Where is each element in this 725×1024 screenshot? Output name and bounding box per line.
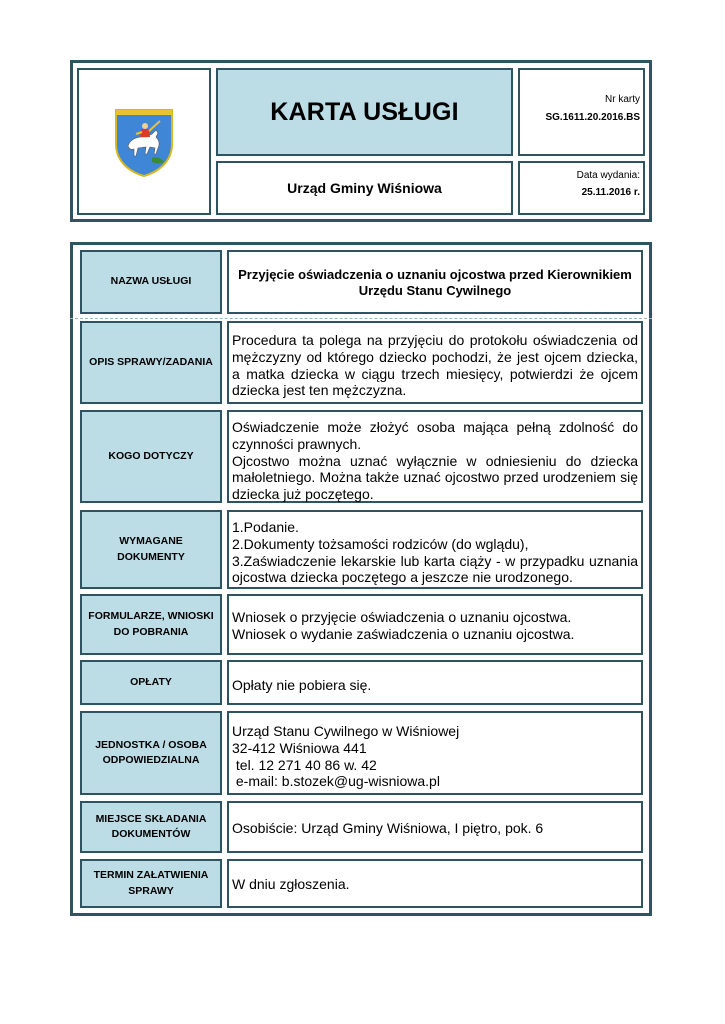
label-fees: OPŁATY	[80, 660, 222, 705]
service-name-text: Przyjęcie oświadczenia o uznaniu ojcostwa przed Kierownikiem Urzędu Stanu Cywilnego	[238, 266, 632, 298]
value-forms	[227, 594, 643, 655]
case-description-text: Procedura ta polega na przyjęciu do protokołu oświadczenia od mężczyzny od którego dziecko pochodzi, że jest ojcem dziecka, a matka dziecka w ciągu trzech miesięcy, potwierdzi że ojcem dziecka jest ten mężczyzna.	[232, 332, 638, 399]
label-submission-place: MIEJSCE SKŁADANIA DOKUMENTÓW	[80, 801, 222, 853]
unit-email: e-mail: b.stozek@ug-wisniowa.pl	[232, 773, 440, 790]
label-service-name: NAZWA USŁUGI	[80, 250, 222, 314]
processing-time-text: W dniu zgłoszenia.	[232, 876, 350, 892]
label-forms: FORMULARZE, WNIOSKI DO POBRANIA	[80, 594, 222, 655]
value-applies-to	[227, 410, 643, 503]
applies-to-line: Oświadczenie może złożyć osoba mająca pełną zdolność do czynności prawnych.	[232, 419, 638, 452]
coat-of-arms-icon	[112, 106, 176, 178]
issue-date-value: 25.11.2016 r.	[581, 187, 640, 198]
card-number-cell	[518, 68, 645, 156]
value-processing-time	[227, 859, 643, 908]
fees-text: Opłaty nie pobiera się.	[232, 677, 372, 693]
label-responsible-unit: JEDNOSTKA / OSOBA ODPOWIEDZIALNA	[80, 711, 222, 795]
unit-name: Urząd Stanu Cywilnego w Wiśniowej	[232, 723, 460, 739]
label-processing-time: TERMIN ZAŁATWIENIA SPRAWY	[80, 859, 222, 908]
office-cell	[216, 161, 513, 215]
label-applies-to: KOGO DOTYCZY	[80, 410, 222, 503]
form-item: Wniosek o wydanie zaświadczenia o uznaniu ojcostwa.	[232, 625, 575, 642]
value-submission-place	[227, 801, 643, 853]
label-case-description: OPIS SPRAWY/ZADANIA	[80, 321, 222, 404]
required-document-item: 3.Zaświadczenie lekarskie lub karta ciąży - w przypadku uznania ojcostwa dziecka poczętego a jeszcze nie urodzonego.	[232, 552, 638, 586]
applies-to-line: Ojcostwo można uznać wyłącznie w odniesieniu do dziecka małoletniego. Można także uznać ojcostwo przed urodzeniem się dziecka już poczętego.	[232, 452, 638, 503]
label-required-documents: WYMAGANE DOKUMENTY	[80, 510, 222, 589]
unit-address: 32-412 Wiśniowa 441	[232, 739, 367, 756]
submission-place-text: Osobiście: Urząd Gminy Wiśniowa, I piętro, pok. 6	[232, 820, 544, 836]
required-document-item: 2.Dokumenty tożsamości rodziców (do wglądu),	[232, 535, 529, 552]
divider	[70, 318, 652, 319]
value-required-documents	[227, 510, 643, 589]
unit-phone: tel. 12 271 40 86 w. 42	[232, 756, 377, 773]
value-service-name	[227, 250, 643, 314]
required-document-item: 1.Podanie.	[232, 519, 299, 535]
issue-date-cell	[518, 161, 645, 215]
office-name: Urząd Gminy Wiśniowa	[287, 180, 442, 196]
value-fees	[227, 660, 643, 705]
form-item: Wniosek o przyjęcie oświadczenia o uznaniu ojcostwa.	[232, 609, 572, 625]
value-responsible-unit	[227, 711, 643, 795]
page-title: KARTA USŁUGI	[270, 97, 459, 126]
title-cell	[216, 68, 513, 156]
card-number-label: Nr karty	[605, 94, 640, 105]
value-case-description	[227, 321, 643, 404]
issue-date-label: Data wydania:	[576, 170, 640, 181]
card-number-value: SG.1611.20.2016.BS	[545, 112, 640, 123]
logo-cell	[77, 68, 211, 215]
